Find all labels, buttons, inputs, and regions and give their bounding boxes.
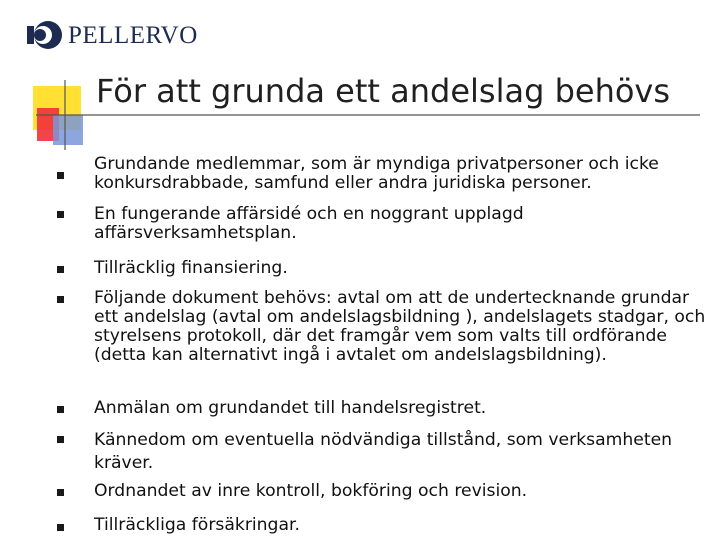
list-item: Följande dokument behövs: avtal om att de undertecknande grundar ett andelslag (avtal om andelslagsbildning ), andelslagets stadgar, och styrelsens protokoll, där det framgår vem som valts till ordförande (detta kan alternativt ingå i avtalet om andelslagsbildning). bbox=[94, 288, 706, 365]
logo-text: PELLERVO bbox=[68, 21, 198, 49]
pellervo-logo bbox=[27, 20, 198, 50]
bullet-marker bbox=[57, 524, 64, 531]
bullet-marker bbox=[57, 489, 64, 496]
pellervo-logo-icon bbox=[27, 20, 63, 50]
deco-blue-square bbox=[53, 115, 83, 145]
bullet-marker bbox=[57, 172, 64, 179]
list-item: Grundande medlemmar, som är myndiga privatpersoner och icke konkursdrabbade, samfund eller andra juridiska personer. bbox=[94, 154, 659, 193]
slide-title: För att grunda ett andelslag behövs bbox=[96, 72, 671, 110]
bullet-marker bbox=[57, 406, 64, 413]
deco-yellow-square bbox=[33, 86, 81, 130]
list-item: Ordnandet av inre kontroll, bokföring och revision. bbox=[94, 481, 528, 501]
list-item: Anmälan om grundandet till handelsregistret. bbox=[94, 398, 487, 418]
list-item: Tillräckliga försäkringar. bbox=[94, 515, 300, 535]
list-item: Tillräcklig finansiering. bbox=[94, 258, 288, 278]
bullet-marker bbox=[57, 436, 64, 443]
bullet-marker bbox=[57, 266, 64, 273]
deco-red-square bbox=[37, 108, 59, 141]
bullet-marker bbox=[57, 211, 64, 218]
list-item: Kännedom om eventuella nödvändiga tillstånd, som verksamheten kräver. bbox=[94, 430, 673, 473]
bullet-marker bbox=[57, 296, 64, 303]
list-item: En fungerande affärsidé och en noggrant upplagd affärsverksamhetsplan. bbox=[94, 204, 524, 243]
